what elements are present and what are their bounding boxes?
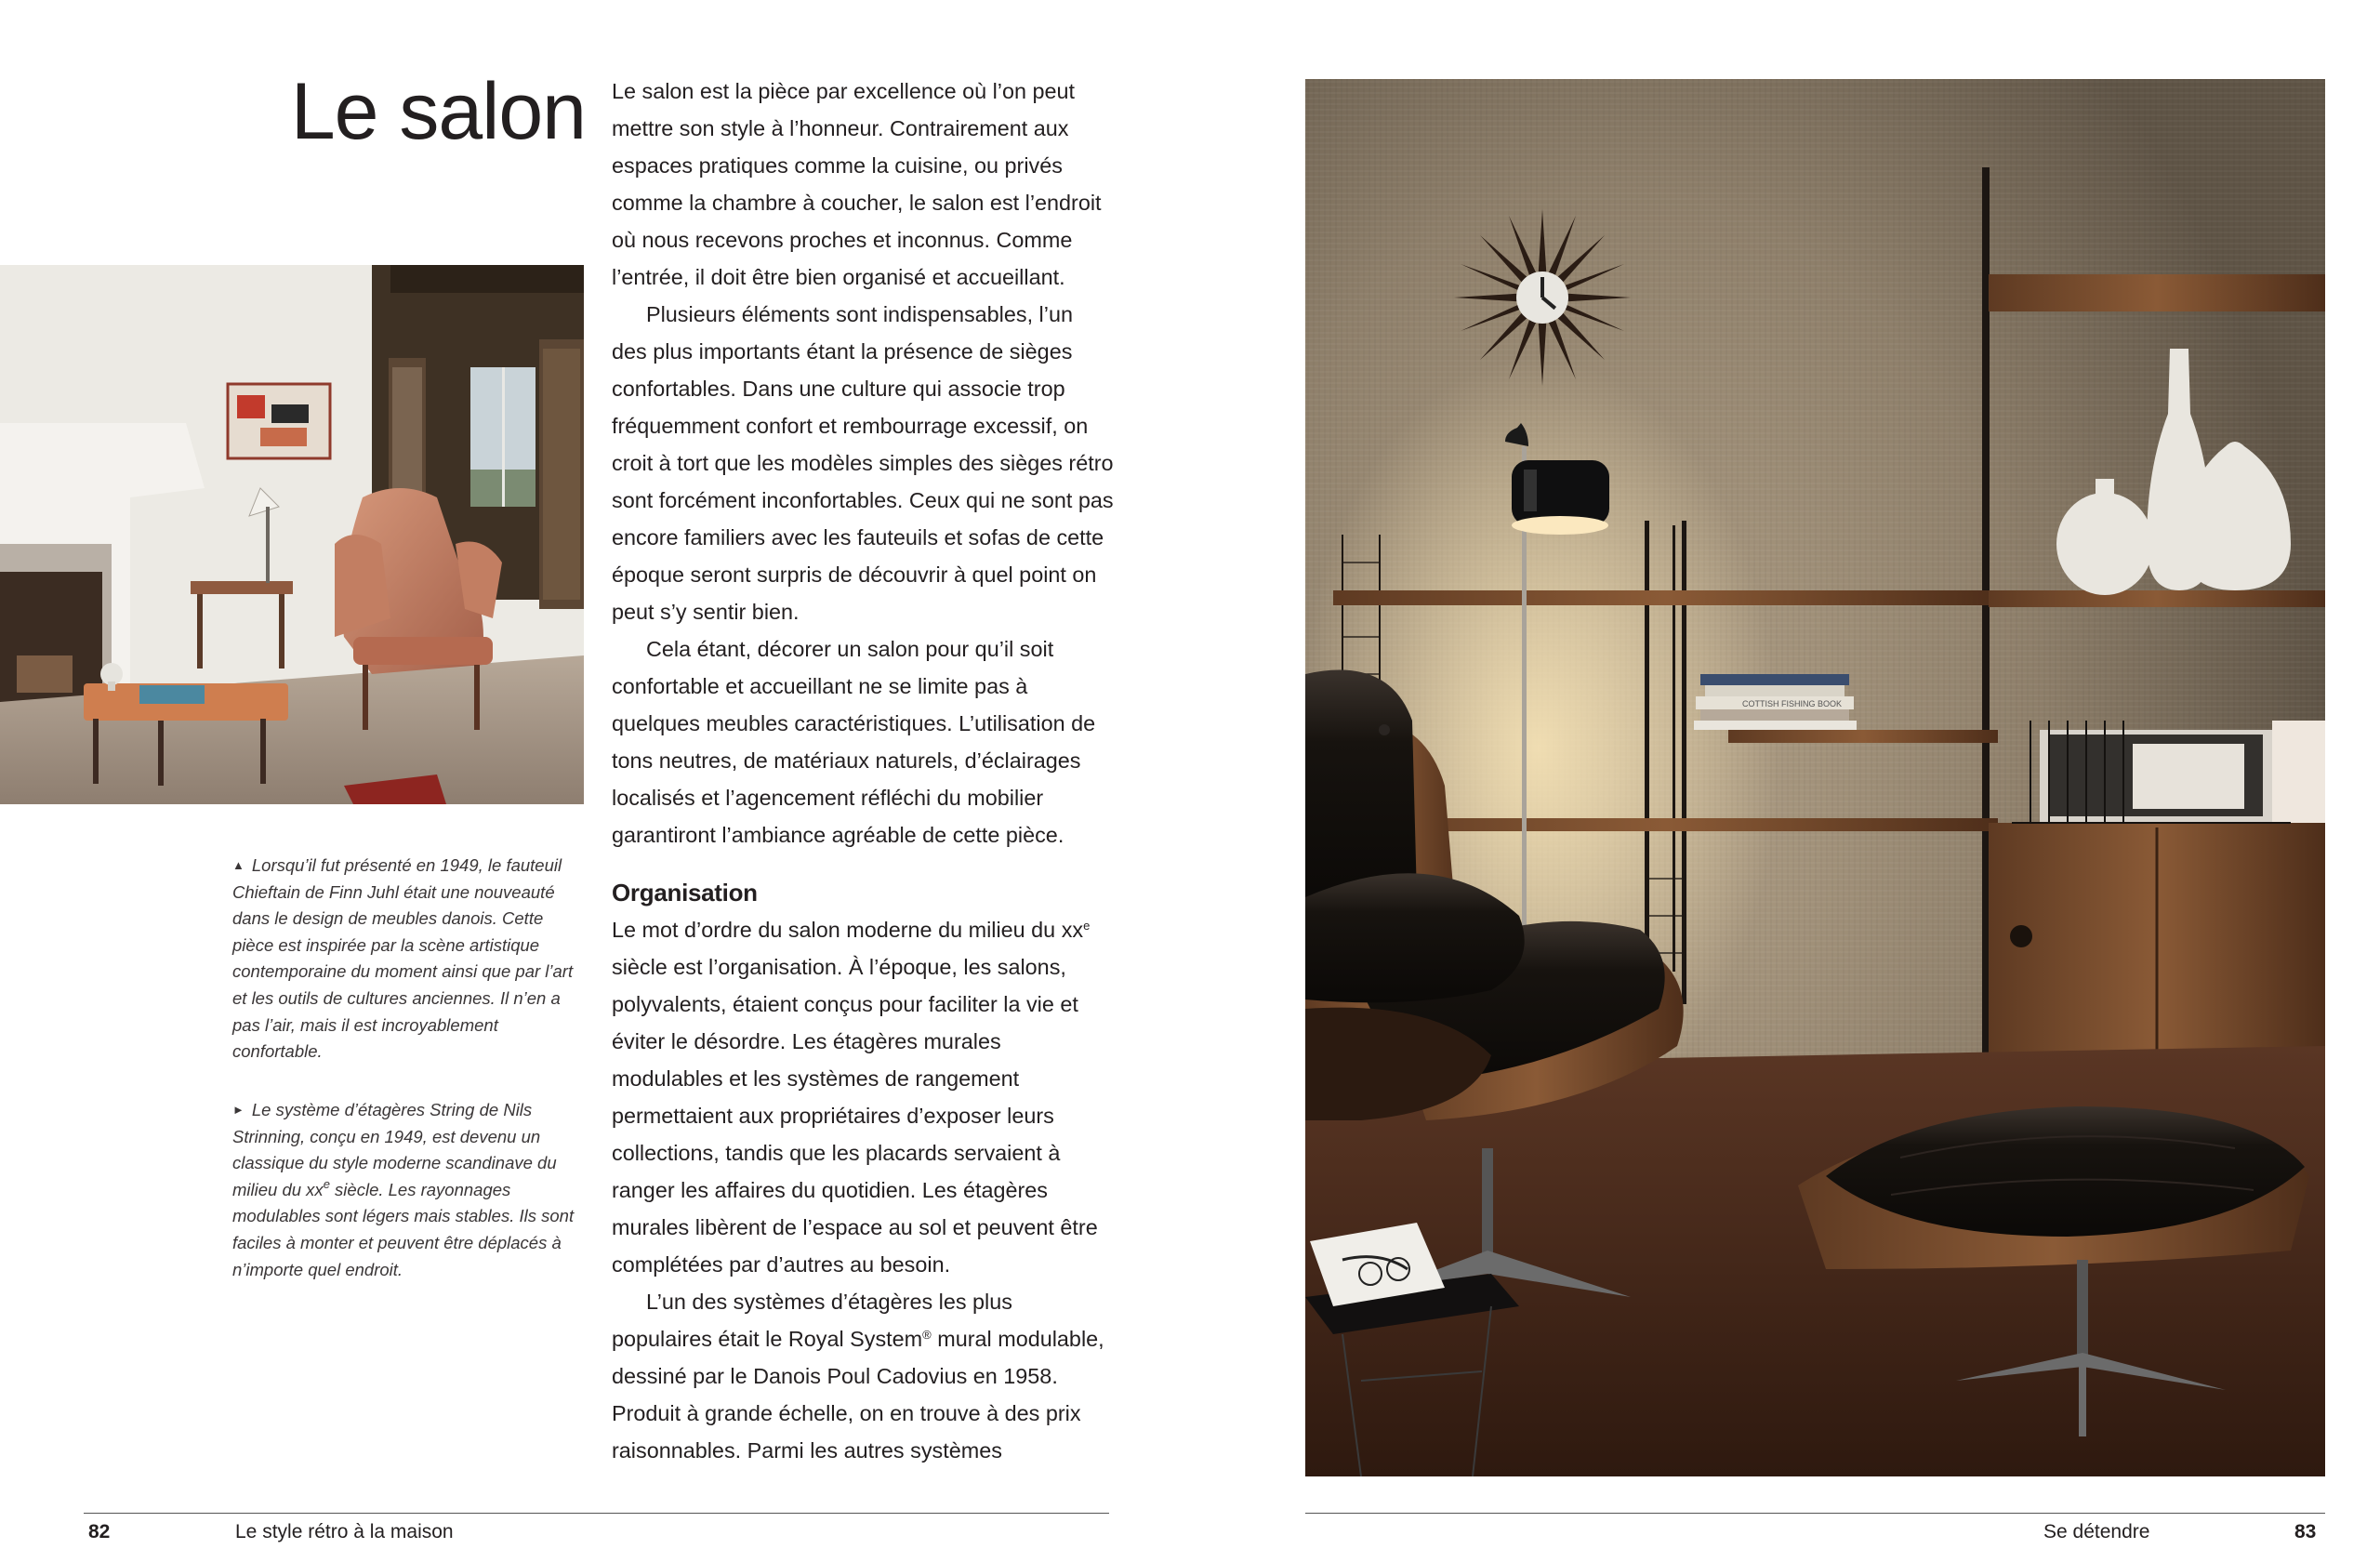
paragraph-4: Le mot d’ordre du salon moderne du milieu du $xx^e$ siècle est l’organisation. À l’époque, les salons, polyvalents, étaient conçus pour faciliter la vie et éviter le désordre. Les étagères murales modulables et les systèmes de rangement permettaient aux propriétaires d’exposer leurs collections, tandis que les placards servaient à ranger les affaires du quotidien. Les étagères murales libèrent de l’espace au sol et peuvent être complétées par d’autres au besoin.	[612, 918, 1098, 1277]
caption-chieftain-chair: ▲ Lorsqu’il fut présenté en 1949, le fauteuil Chieftain de Finn Juhl était une nouveauté dans le design de meubles danois. Cette pièce est inspirée par la scène artistique contemporaine du moment ainsi que par l’art et les outils de cultures anciennes. Il n’en a pas l’air, mais il est incroyablement confortable.	[232, 855, 574, 1062]
right-triangle-icon: ►	[232, 1103, 245, 1117]
page-title: Le salon	[290, 67, 586, 156]
running-head-right: Se détendre	[2043, 1521, 2150, 1542]
book-stack	[1694, 674, 1857, 730]
subheading-organisation: Organisation	[612, 879, 758, 907]
main-body-text	[612, 73, 1114, 1469]
page-number-left: 82	[88, 1521, 111, 1542]
caption-string-shelving: ► Le système d’étagères String de Nils Strinning, conçu en 1949, est devenu un classique du style moderne scandinave du milieu du $xx^e$ siècle. Les rayonnages modulables sont légers mais stables. Ils sont faciles à monter et peuvent être déplacés à n’importe quel endroit.	[232, 1100, 575, 1279]
page-number-right: 83	[2294, 1521, 2317, 1542]
photo-chieftain-living-room	[0, 265, 584, 804]
paragraph-2: Plusieurs éléments sont indispensables, l’un des plus importants étant la présence de sièges confortables. Dans une culture qui associe trop fréquemment confort et rembourrage excessif, on croit à tort que les modèles simples des sièges rétro sont forcément inconfortables. Ceux qui ne sont pas encore familiers avec les fauteuils et sofas de cette époque seront surpris de découvrir à quel point on peut s’y sentir bien.	[612, 302, 1114, 624]
footer-rule-right	[1305, 1513, 2325, 1514]
up-triangle-icon: ▲	[232, 858, 245, 872]
book-spine-text: COTTISH FISHING BOOK	[1742, 699, 1843, 708]
photo-eames-lounge-string-shelves	[1305, 79, 2325, 1476]
paragraph-1: Le salon est la pièce par excellence où l’on peut mettre son style à l’honneur. Contrairement aux espaces pratiques comme la cuisine, ou privés comme la chambre à coucher, le salon est l’endroit où nous recevons proches et inconnus. Comme l’entrée, il doit être bien organisé et accueillant.	[612, 79, 1102, 289]
paragraph-5: L’un des systèmes d’étagères les plus populaires était le Royal System® mural modulable, dessiné par le Danois Poul Cadovius en 1958. Produit à grande échelle, on en trouve à des prix raisonnables. Parmi les autres systèmes	[612, 1290, 1104, 1463]
sunburst-clock	[1454, 209, 1631, 386]
running-head-left: Le style rétro à la maison	[235, 1521, 454, 1542]
footer-rule-left	[84, 1513, 1109, 1514]
paragraph-3: Cela étant, décorer un salon pour qu’il soit confortable et accueillant ne se limite pas à quelques meubles caractéristiques. L’utilisation de tons neutres, de matériaux naturels, d’éclairages localisés et l’agencement réfléchi du mobilier garantiront l’ambiance agréable de cette pièce.	[612, 637, 1096, 847]
